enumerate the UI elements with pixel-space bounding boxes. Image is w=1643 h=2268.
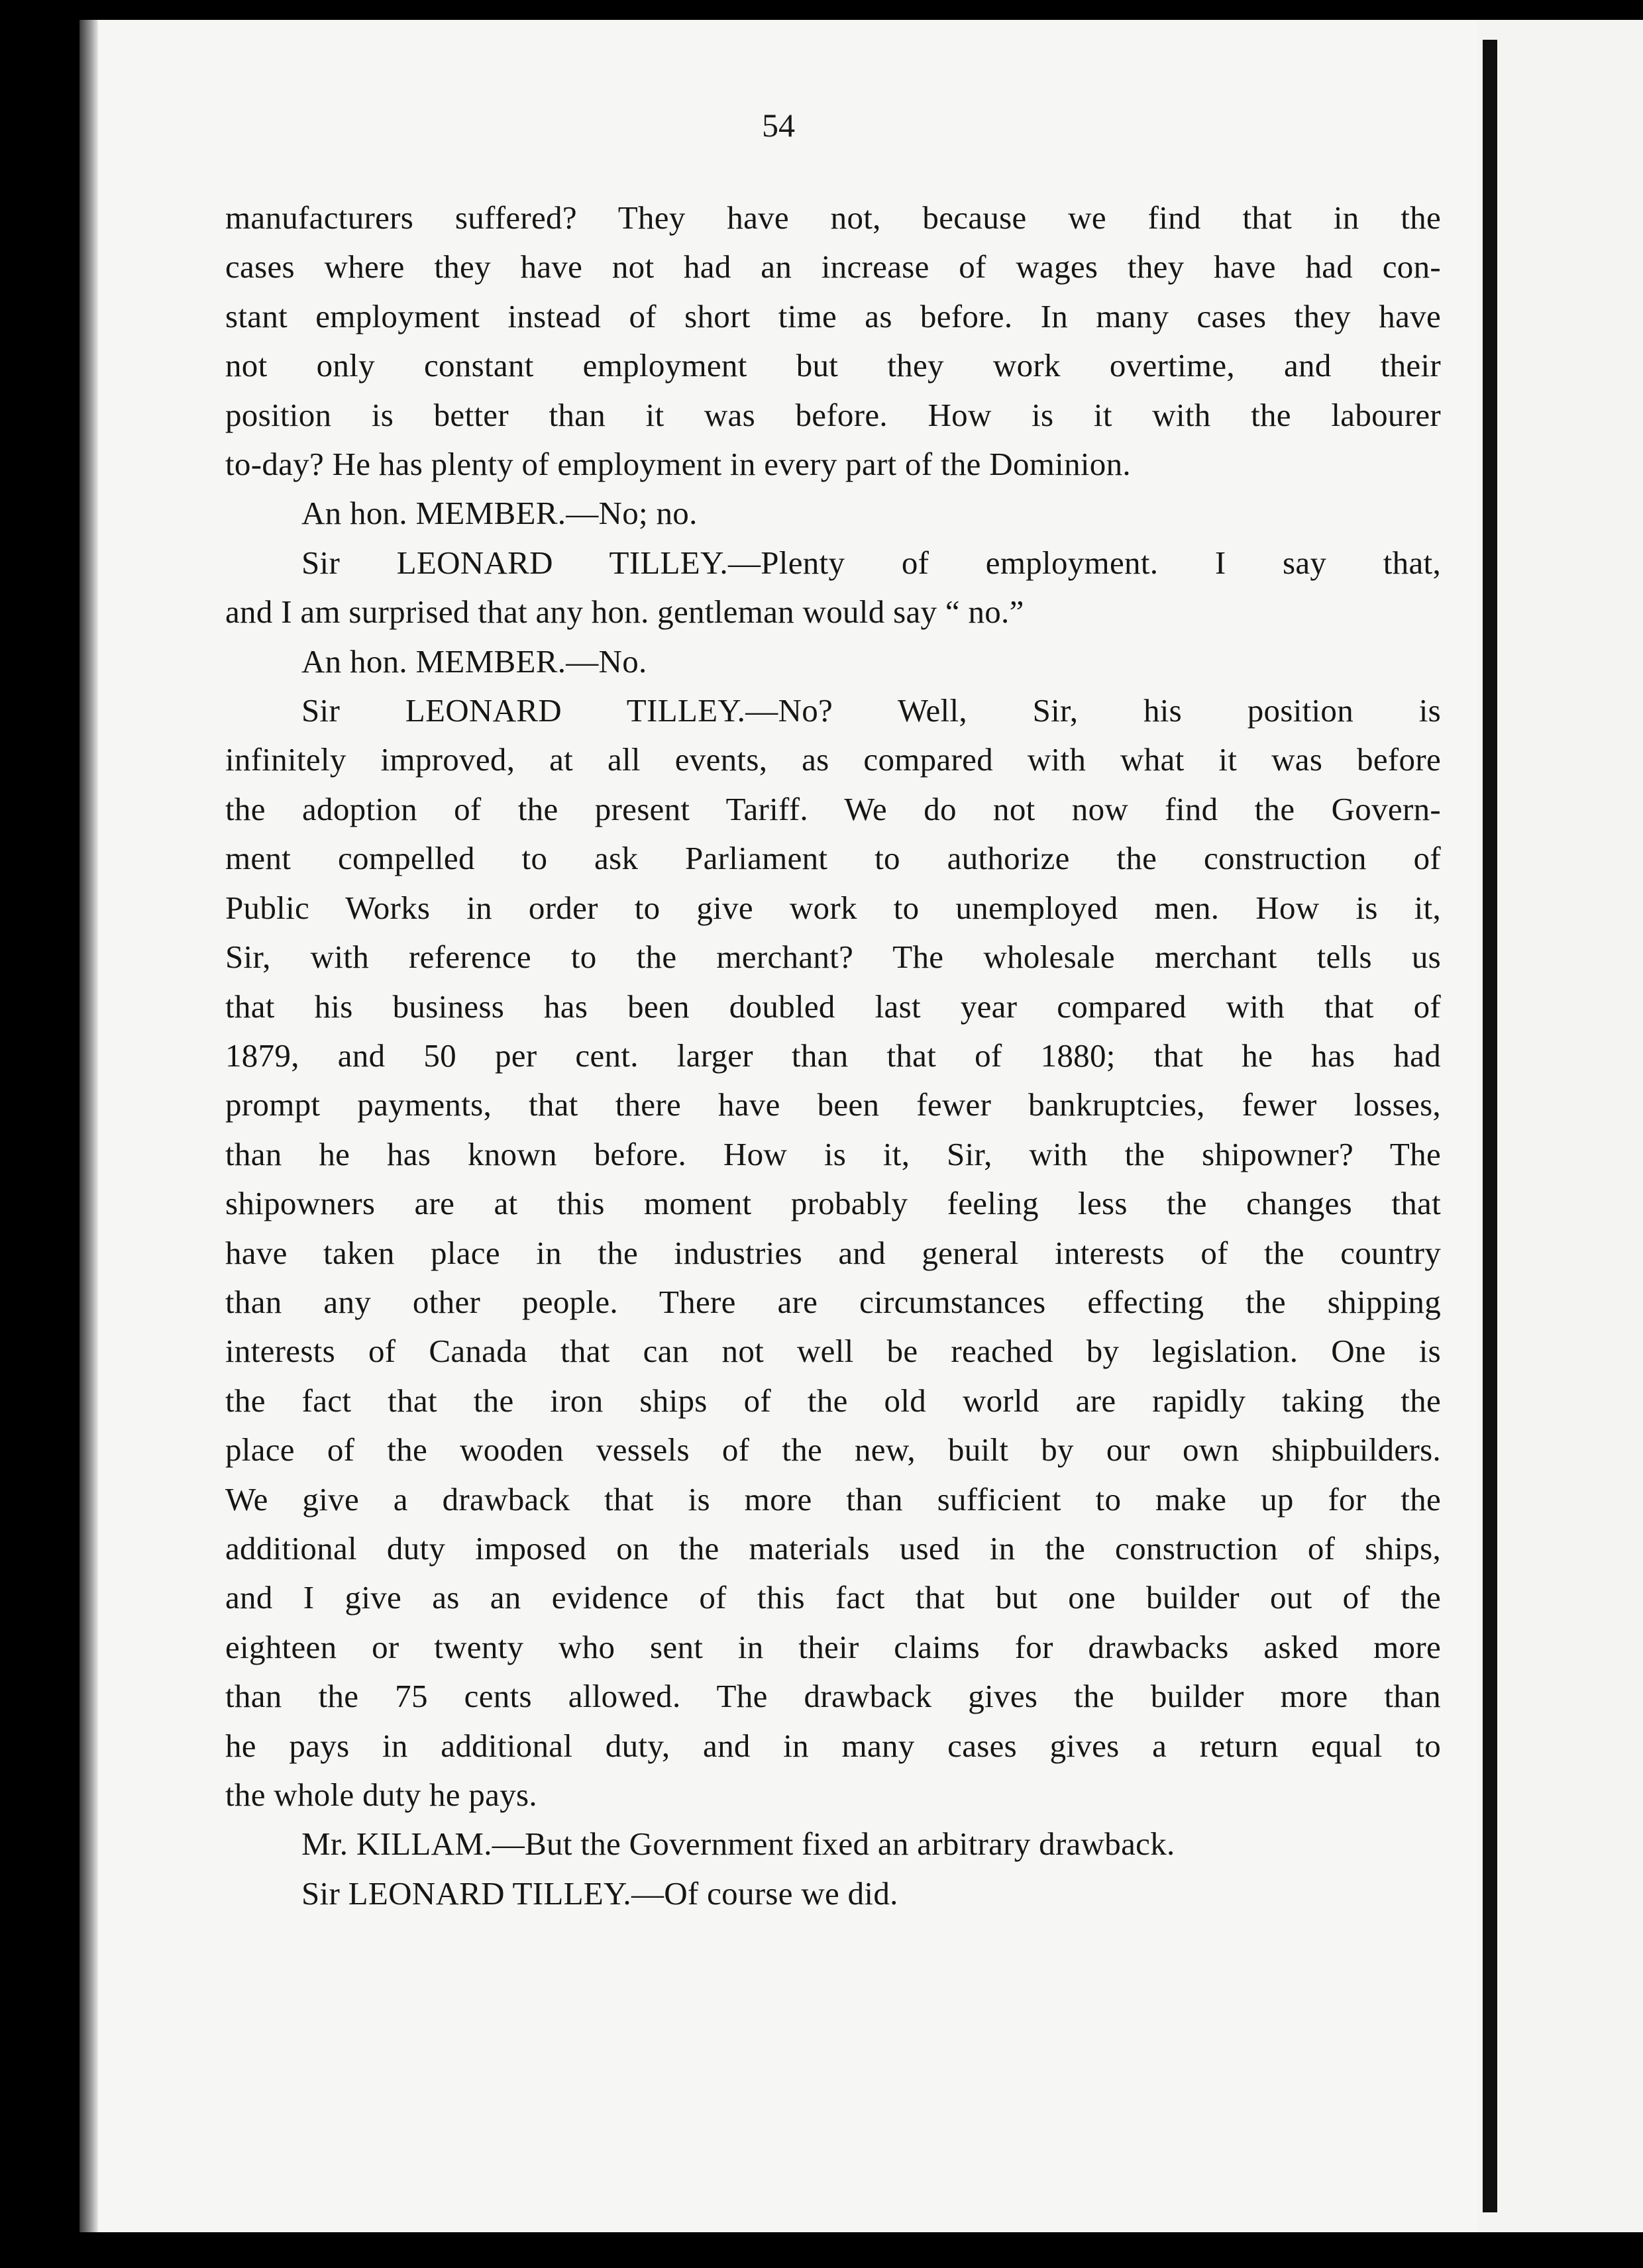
text-line: eighteen or twenty who sent in their claims for drawbacks asked more [225,1628,1441,1665]
text-line: have taken place in the industries and general interests of the country [225,1234,1441,1271]
text-line: not only constant employment but they work overtime, and their [225,347,1441,384]
text-line: We give a drawback that is more than sufficient to make up for the [225,1480,1441,1518]
speaker-line: Sir LEONARD TILLEY.—No? Well, Sir, his position is [301,692,1441,729]
text-line: than any other people. There are circumstances effecting the shipping [225,1283,1441,1320]
scan-border [0,2232,1643,2268]
text-line: manufacturers suffered? They have not, because we find that in the [225,199,1441,236]
text-line: 1879, and 50 per cent. larger than that of 1880; that he has had [225,1037,1441,1074]
text-line: ment compelled to ask Parliament to authorize the construction of [225,840,1441,877]
text-line: and I am surprised that any hon. gentleman would say “ no.” [225,593,1024,631]
text-line: additional duty imposed on the materials used in the construction of ships, [225,1529,1441,1567]
text-line: than he has known before. How is it, Sir, with the shipowner? The [225,1135,1441,1172]
text-line: the adoption of the present Tariff. We do not now find the Govern- [225,790,1441,827]
text-line: interests of Canada that can not well be reached by legislation. One is [225,1333,1441,1370]
page-gutter-shadow [1483,40,1497,2212]
document-page [80,20,1477,2232]
speaker-line: Sir LEONARD TILLEY.—Of course we did. [301,1875,898,1912]
text-line: infinitely improved, at all events, as compared with what it was before [225,741,1441,778]
text-line: Public Works in order to give work to unemployed men. How is it, [225,889,1441,926]
binding-edge [80,20,98,2232]
text-line: he pays in additional duty, and in many cases gives a return equal to [225,1727,1441,1764]
text-line: and I give as an evidence of this fact that but one builder out of the [225,1579,1441,1616]
speaker-line: Mr. KILLAM.—But the Government fixed an arbitrary drawback. [301,1826,1175,1863]
text-line: the whole duty he pays. [225,1777,537,1813]
text-line: that his business has been doubled last year compared with that of [225,988,1441,1025]
text-line: Sir, with reference to the merchant? The wholesale merchant tells us [225,939,1441,976]
speaker-line: An hon. MEMBER.—No; no. [301,495,698,532]
text-line: stant employment instead of short time as before. In many cases they have [225,297,1441,335]
text-line: position is better than it was before. How is it with the labourer [225,396,1441,433]
text-line: cases where they have not had an increase of wages they have had con- [225,248,1441,285]
text-line: than the 75 cents allowed. The drawback gives the builder more than [225,1678,1441,1715]
speaker-line: An hon. MEMBER.—No. [301,643,647,680]
body-text [225,193,1441,1918]
text-line: the fact that the iron ships of the old world are rapidly taking the [225,1382,1441,1419]
text-line: to-day? He has plenty of employment in every part of the Dominion. [225,446,1131,483]
facing-page-edge [1477,20,1643,2232]
text-line: shipowners are at this moment probably feeling less the changes that [225,1185,1441,1222]
text-line: place of the wooden vessels of the new, built by our own shipbuilders. [225,1431,1441,1469]
page-number: 54 [762,107,795,144]
speaker-line: Sir LEONARD TILLEY.—Plenty of employment. I say that, [301,544,1441,581]
text-line: prompt payments, that there have been fewer bankruptcies, fewer losses, [225,1086,1441,1123]
